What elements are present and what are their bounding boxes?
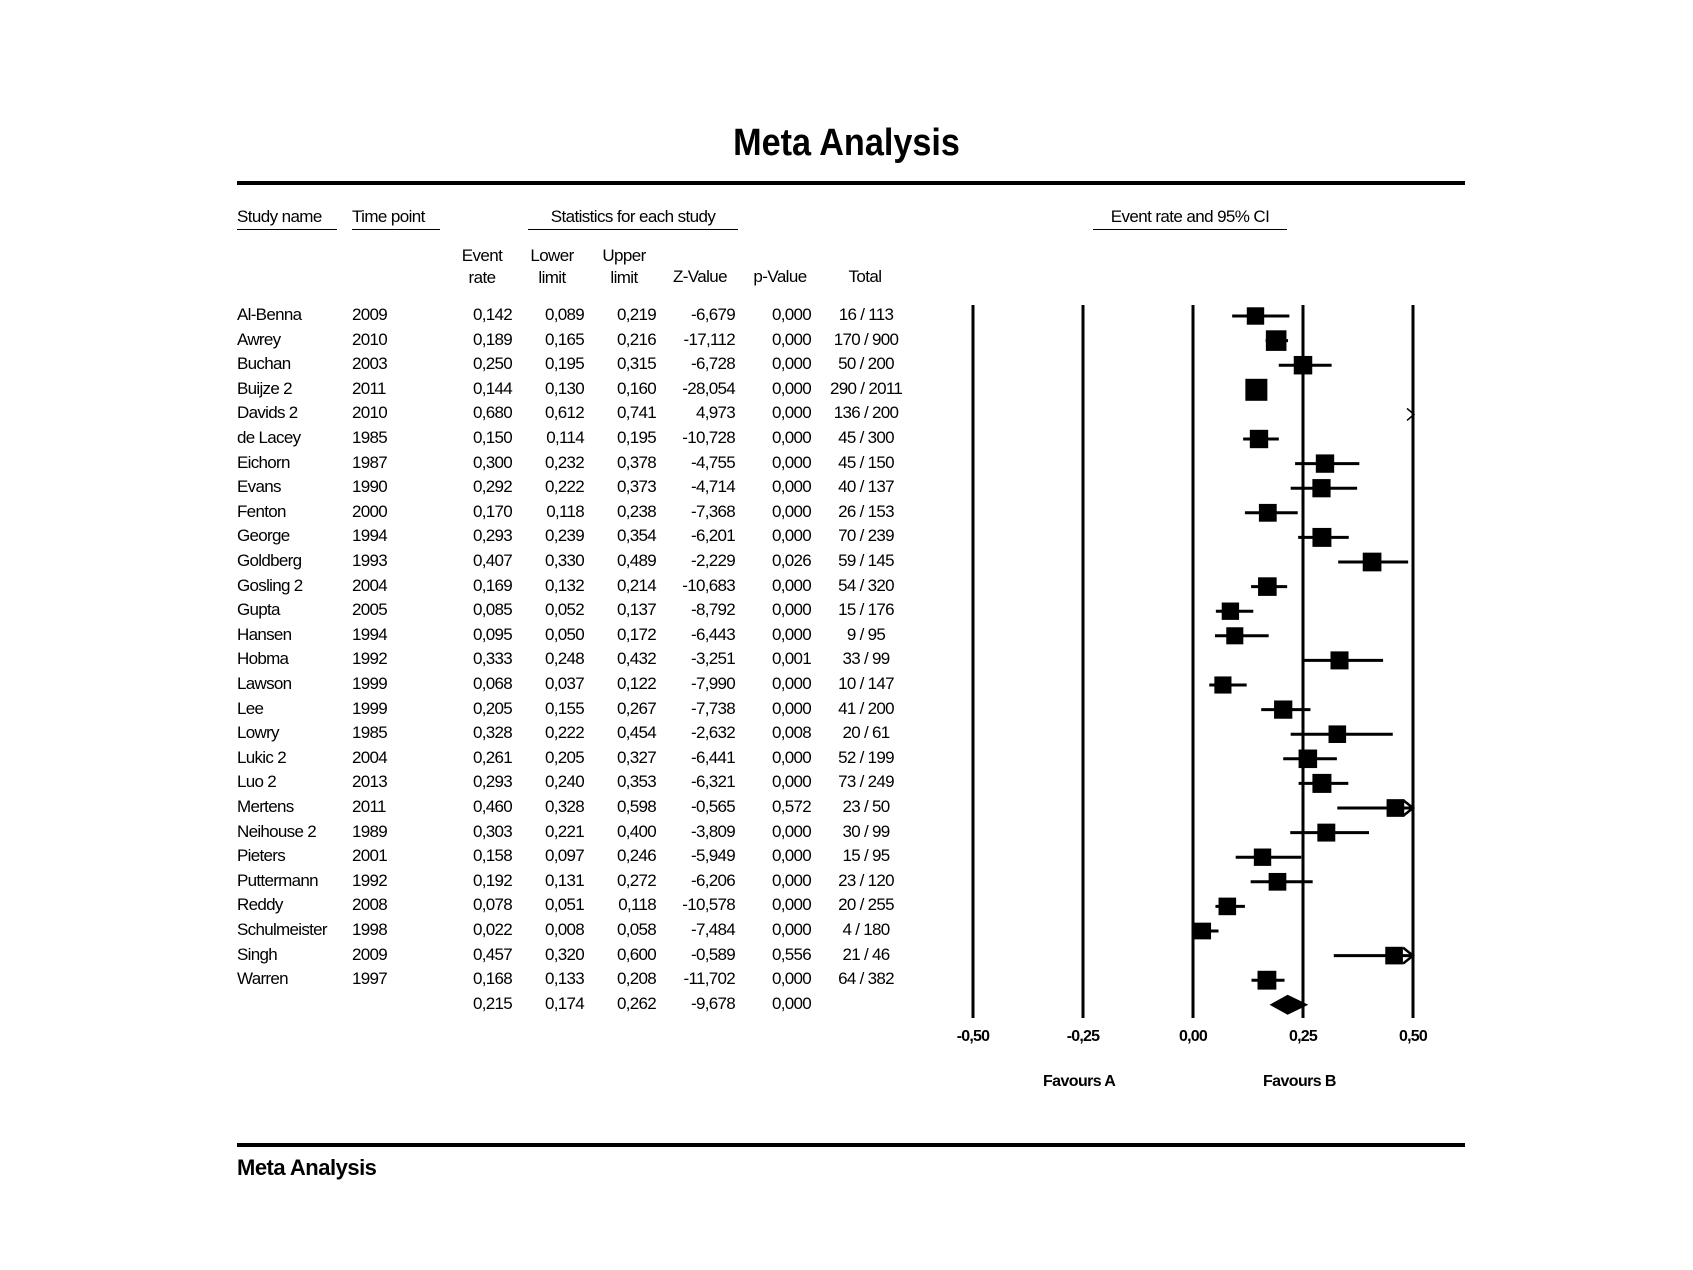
total-cell: 136 / 200 <box>833 403 899 423</box>
event-rate-cell: 0,680 <box>472 403 512 423</box>
p-value-cell: 0,008 <box>771 723 811 743</box>
upper-limit-cell: 0,216 <box>616 329 656 349</box>
time-point-cell: 1985 <box>352 723 388 743</box>
event-rate-cell: 0,144 <box>472 378 512 398</box>
study-name-cell: Pieters <box>237 846 286 866</box>
z-value-cell: -0,589 <box>690 944 735 964</box>
upper-limit-cell: 0,400 <box>616 821 656 841</box>
lower-limit-cell: 0,132 <box>544 575 584 595</box>
point-marker <box>1387 799 1405 817</box>
event-rate-cell: 0,407 <box>472 551 512 570</box>
event-rate-header: Event rate <box>461 246 503 287</box>
z-value-cell: -3,251 <box>690 649 735 669</box>
upper-limit-cell: 0,267 <box>616 698 656 718</box>
total-cell: 45 / 300 <box>838 428 894 447</box>
lower-limit-cell: 0,118 <box>546 501 584 521</box>
time-point-cell: 1998 <box>352 920 388 939</box>
total-cell: 4 / 180 <box>842 920 890 939</box>
total-cell: 23 / 120 <box>838 870 894 890</box>
lower-limit-cell: 0,205 <box>544 747 584 767</box>
point-marker <box>1214 676 1231 693</box>
bottom-rule <box>237 1143 1465 1147</box>
point-marker <box>1222 603 1239 620</box>
upper-limit-cell: 0,122 <box>616 674 656 693</box>
p-value-cell: 0,000 <box>771 698 811 718</box>
z-value-cell: -11,702 <box>683 969 735 989</box>
study-name-cell: Gupta <box>237 600 280 620</box>
lower-limit-cell: 0,165 <box>544 329 584 349</box>
study-name-cell: Lowry <box>237 723 279 743</box>
total-cell: 33 / 99 <box>842 649 890 669</box>
point-marker <box>1312 479 1330 497</box>
total-cell: 52 / 199 <box>838 747 894 767</box>
z-value-cell: -17,112 <box>683 329 735 349</box>
lower-limit-cell: 0,037 <box>544 674 584 693</box>
lower-limit-cell: 0,130 <box>544 378 584 398</box>
point-marker <box>1258 971 1277 990</box>
upper-limit-cell: 0,489 <box>616 551 656 570</box>
point-marker <box>1259 504 1277 522</box>
event-rate-cell: 0,261 <box>472 747 512 767</box>
event-rate-cell: 0,300 <box>472 452 512 472</box>
event-rate-cell: 0,333 <box>472 649 512 669</box>
point-marker <box>1258 577 1277 596</box>
z-value-cell: -7,990 <box>690 674 735 693</box>
footer-title: Meta Analysis <box>237 1155 377 1180</box>
study-name-cell: Lawson <box>237 674 292 693</box>
study-name-cell: Buchan <box>237 354 291 374</box>
point-marker <box>1363 553 1382 572</box>
upper-limit-cell: 0,378 <box>616 452 656 472</box>
time-point-cell: 1997 <box>352 969 388 989</box>
point-marker <box>1317 824 1335 842</box>
event-rate-cell: 0,158 <box>472 846 512 866</box>
z-value-cell: -10,683 <box>682 575 735 595</box>
lower-limit-cell: 0,051 <box>544 895 584 915</box>
lower-limit-cell: 0,155 <box>544 698 584 718</box>
time-point-cell: 1989 <box>352 821 388 841</box>
total-cell: 30 / 99 <box>842 821 890 841</box>
event-rate-cell: 0,293 <box>472 772 512 792</box>
study-name-cell: Schulmeister <box>237 920 327 939</box>
event-rate-cell: 0,292 <box>472 477 512 497</box>
total-cell: 50 / 200 <box>838 354 894 374</box>
p-value-cell: 0,000 <box>771 747 811 767</box>
lower-limit-cell: 0,239 <box>544 526 584 546</box>
lower-limit-cell: 0,222 <box>544 477 584 497</box>
z-value-cell: -8,792 <box>690 600 735 620</box>
event-rate-cell: 0,303 <box>472 821 512 841</box>
study-name-cell: Awrey <box>237 329 281 349</box>
total-cell: 15 / 95 <box>842 846 890 866</box>
p-value-cell: 0,000 <box>771 403 811 423</box>
upper-limit-cell: 0,315 <box>616 354 656 374</box>
study-name-cell: George <box>237 526 290 546</box>
time-point-cell: 1999 <box>352 674 388 693</box>
time-point-cell: 2001 <box>352 846 388 866</box>
p-value-cell: 0,000 <box>771 305 811 324</box>
lower-limit-cell: 0,131 <box>544 870 584 890</box>
lower-limit-cell: 0,052 <box>544 600 584 620</box>
point-marker <box>1312 774 1331 793</box>
p-value-cell: 0,000 <box>771 477 811 497</box>
study-name-cell: Gosling 2 <box>237 575 303 595</box>
axis-tick-label: 0,25 <box>1289 1028 1317 1045</box>
total-cell: 10 / 147 <box>838 674 894 693</box>
event-rate-cell: 0,168 <box>472 969 512 989</box>
study-name-cell: Luo 2 <box>237 772 277 792</box>
time-point-cell: 2004 <box>352 575 388 595</box>
lower-limit-header: Lower limit <box>530 246 574 287</box>
study-name-cell: Hobma <box>237 649 289 669</box>
lower-limit-cell: 0,221 <box>544 821 584 841</box>
total-cell: 9 / 95 <box>846 624 886 644</box>
p-value-cell: 0,000 <box>771 575 811 595</box>
z-value-cell: -28,054 <box>682 378 735 398</box>
stats-group-header: Statistics for each study <box>528 207 738 230</box>
p-value-cell: 0,026 <box>771 551 811 570</box>
point-marker <box>1294 356 1312 374</box>
time-point-header: Time point <box>352 207 440 230</box>
event-rate-cell: 0,192 <box>472 870 512 890</box>
event-rate-cell: 0,169 <box>472 575 512 595</box>
axis-tick-label: 0,00 <box>1179 1028 1207 1045</box>
event-rate-cell: 0,460 <box>472 797 512 816</box>
time-point-cell: 2009 <box>352 944 388 964</box>
event-rate-cell: 0,150 <box>472 428 512 447</box>
p-value-cell: 0,000 <box>771 969 811 989</box>
total-cell: 45 / 150 <box>838 452 894 472</box>
z-value-cell: -7,484 <box>690 920 735 939</box>
upper-limit-cell: 0,741 <box>616 403 656 423</box>
upper-limit-cell: 0,238 <box>616 501 656 521</box>
point-marker <box>1274 700 1292 718</box>
p-value-cell: 0,000 <box>771 772 811 792</box>
point-marker <box>1219 898 1237 916</box>
total-cell: 26 / 153 <box>838 501 894 521</box>
study-name-cell: Davids 2 <box>237 403 298 423</box>
study-name-cell: Lee <box>237 698 264 718</box>
z-value-cell: -6,728 <box>690 354 735 374</box>
time-point-cell: 2013 <box>352 772 388 792</box>
study-name-header: Study name <box>237 207 337 230</box>
summary-event-rate-cell: 0,215 <box>472 993 512 1013</box>
upper-limit-cell: 0,598 <box>616 797 656 816</box>
point-marker <box>1316 454 1334 472</box>
p-value-cell: 0,000 <box>771 624 811 644</box>
event-rate-cell: 0,068 <box>472 674 512 693</box>
z-value-cell: -10,728 <box>682 428 735 447</box>
p-value-cell: 0,000 <box>771 920 811 939</box>
time-point-cell: 1994 <box>352 526 388 546</box>
axis-tick-label: -0,50 <box>956 1028 990 1045</box>
time-point-cell: 2011 <box>352 378 386 398</box>
study-name-cell: Evans <box>237 477 281 497</box>
z-value-cell: -6,679 <box>690 305 735 324</box>
point-marker <box>1299 750 1318 769</box>
study-name-cell: Singh <box>237 944 277 964</box>
upper-limit-cell: 0,137 <box>616 600 656 620</box>
upper-limit-cell: 0,354 <box>616 526 656 546</box>
study-name-cell: Mertens <box>237 797 294 816</box>
p-value-cell: 0,572 <box>771 797 811 816</box>
lower-limit-cell: 0,097 <box>544 846 584 866</box>
total-cell: 170 / 900 <box>833 329 899 349</box>
upper-limit-cell: 0,219 <box>616 305 656 324</box>
time-point-cell: 2005 <box>352 600 388 620</box>
upper-limit-cell: 0,195 <box>616 428 656 447</box>
time-point-cell: 1994 <box>352 624 388 644</box>
time-point-cell: 2010 <box>352 329 388 349</box>
study-name-cell: Goldberg <box>237 551 302 570</box>
event-rate-cell: 0,095 <box>472 624 512 644</box>
axis-tick-label: 0,50 <box>1399 1028 1427 1045</box>
lower-limit-cell: 0,232 <box>544 452 584 472</box>
upper-limit-cell: 0,214 <box>616 575 656 595</box>
z-value-cell: -10,578 <box>682 895 735 915</box>
study-name-cell: Buijze 2 <box>237 378 292 398</box>
study-name-cell: Warren <box>237 969 288 989</box>
favours-b-label: Favours B <box>1263 1073 1336 1090</box>
time-point-cell: 1990 <box>352 477 388 497</box>
total-cell: 41 / 200 <box>838 698 894 718</box>
upper-limit-cell: 0,327 <box>616 747 656 767</box>
time-point-cell: 2000 <box>352 501 388 521</box>
total-cell: 70 / 239 <box>838 526 894 546</box>
lower-limit-cell: 0,133 <box>544 969 584 989</box>
p-value-cell: 0,000 <box>771 846 811 866</box>
z-value-cell: -3,809 <box>690 821 735 841</box>
z-value-cell: -7,368 <box>690 501 735 521</box>
event-rate-cell: 0,293 <box>472 526 512 546</box>
time-point-cell: 1985 <box>352 428 388 447</box>
p-value-cell: 0,001 <box>771 649 811 669</box>
upper-limit-cell: 0,272 <box>616 870 656 890</box>
study-name-cell: de Lacey <box>237 428 301 447</box>
total-cell: 290 / 2011 <box>830 378 903 398</box>
upper-limit-cell: 0,353 <box>616 772 656 792</box>
point-marker <box>1312 528 1331 547</box>
upper-limit-cell: 0,118 <box>618 895 656 915</box>
point-marker <box>1245 379 1267 401</box>
study-name-cell: Lukic 2 <box>237 747 286 767</box>
lower-limit-cell: 0,328 <box>544 797 584 816</box>
p-value-cell: 0,000 <box>771 428 811 447</box>
time-point-cell: 2008 <box>352 895 388 915</box>
z-value-cell: -6,321 <box>690 772 735 792</box>
total-cell: 64 / 382 <box>838 969 894 989</box>
study-name-cell: Neihouse 2 <box>237 821 317 841</box>
total-cell: 40 / 137 <box>838 477 894 497</box>
time-point-cell: 2011 <box>352 797 386 816</box>
upper-limit-cell: 0,160 <box>616 378 656 398</box>
study-name-cell: Puttermann <box>237 870 318 890</box>
lower-limit-cell: 0,248 <box>544 649 584 669</box>
event-rate-cell: 0,085 <box>472 600 512 620</box>
total-cell: 15 / 176 <box>838 600 894 620</box>
lower-limit-cell: 0,240 <box>544 772 584 792</box>
time-point-cell: 1993 <box>352 551 388 570</box>
event-rate-cell: 0,078 <box>472 895 512 915</box>
total-cell: 54 / 320 <box>838 575 894 595</box>
study-name-cell: Hansen <box>237 624 292 644</box>
p-value-cell: 0,000 <box>771 501 811 521</box>
p-value-cell: 0,000 <box>771 600 811 620</box>
favours-a-label: Favours A <box>1043 1073 1116 1090</box>
time-point-cell: 1992 <box>352 649 388 669</box>
p-value-cell: 0,556 <box>771 944 811 964</box>
total-cell: 20 / 255 <box>838 895 894 915</box>
time-point-cell: 1992 <box>352 870 388 890</box>
point-marker <box>1194 923 1211 940</box>
upper-limit-cell: 0,246 <box>616 846 656 866</box>
upper-limit-cell: 0,172 <box>616 624 656 644</box>
total-cell: 73 / 249 <box>838 772 894 792</box>
total-cell: 21 / 46 <box>842 944 890 964</box>
event-rate-cell: 0,189 <box>472 329 512 349</box>
upper-limit-cell: 0,208 <box>616 969 656 989</box>
z-value-cell: -6,443 <box>690 624 735 644</box>
lower-limit-cell: 0,114 <box>546 428 584 447</box>
upper-limit-cell: 0,058 <box>616 920 656 939</box>
study-name-cell: Eichorn <box>237 452 290 472</box>
point-marker <box>1385 947 1403 965</box>
point-marker <box>1254 849 1271 866</box>
total-cell: 59 / 145 <box>838 551 894 570</box>
time-point-cell: 2010 <box>352 403 388 423</box>
p-value-cell: 0,000 <box>771 821 811 841</box>
study-name-cell: Fenton <box>237 501 286 521</box>
p-value-cell: 0,000 <box>771 452 811 472</box>
time-point-cell: 1987 <box>352 452 388 472</box>
upper-limit-cell: 0,454 <box>616 723 656 743</box>
lower-limit-cell: 0,195 <box>544 354 584 374</box>
summary-p-value-cell: 0,000 <box>771 993 811 1013</box>
z-value-cell: -4,755 <box>690 452 735 472</box>
point-marker <box>1250 430 1268 448</box>
summary-upper-limit-cell: 0,262 <box>616 993 656 1013</box>
upper-limit-header: Upper limit <box>602 246 646 287</box>
event-rate-cell: 0,022 <box>472 920 512 939</box>
event-rate-cell: 0,142 <box>472 305 512 324</box>
p-value-cell: 0,000 <box>771 526 811 546</box>
z-value-cell: -2,229 <box>690 551 735 570</box>
z-value-cell: -4,714 <box>690 477 735 497</box>
lower-limit-cell: 0,320 <box>544 944 584 964</box>
event-rate-cell: 0,328 <box>472 723 512 743</box>
p-value-header: p-Value <box>753 267 807 286</box>
total-header: Total <box>848 267 882 286</box>
point-marker <box>1226 627 1243 644</box>
study-name-cell: Reddy <box>237 895 283 915</box>
upper-limit-cell: 0,373 <box>616 477 656 497</box>
study-name-cell: Al-Benna <box>237 305 302 324</box>
p-value-cell: 0,000 <box>771 674 811 693</box>
upper-limit-cell: 0,432 <box>616 649 656 669</box>
p-value-cell: 0,000 <box>771 895 811 915</box>
event-rate-cell: 0,250 <box>472 354 512 374</box>
point-marker <box>1331 651 1349 669</box>
p-value-cell: 0,000 <box>771 354 811 374</box>
total-cell: 16 / 113 <box>838 305 894 324</box>
summary-lower-limit-cell: 0,174 <box>544 993 584 1013</box>
z-value-cell: -6,206 <box>690 870 735 890</box>
p-value-cell: 0,000 <box>771 378 811 398</box>
z-value-cell: -2,632 <box>690 723 735 743</box>
z-value-cell: -0,565 <box>690 797 735 816</box>
z-value-cell: -6,441 <box>690 747 735 767</box>
lower-limit-cell: 0,330 <box>544 551 584 570</box>
p-value-cell: 0,000 <box>771 329 811 349</box>
z-value-cell: 4,973 <box>695 403 735 423</box>
event-rate-cell: 0,205 <box>472 698 512 718</box>
time-point-cell: 2003 <box>352 354 388 374</box>
point-marker <box>1329 725 1347 743</box>
lower-limit-cell: 0,612 <box>544 403 584 423</box>
lower-limit-cell: 0,222 <box>544 723 584 743</box>
axis-tick-label: -0,25 <box>1066 1028 1100 1045</box>
lower-limit-cell: 0,008 <box>544 920 584 939</box>
point-marker <box>1247 307 1264 324</box>
z-value-cell: -5,949 <box>690 846 735 866</box>
plot-group-header: Event rate and 95% CI <box>1093 207 1287 230</box>
p-value-cell: 0,000 <box>771 870 811 890</box>
time-point-cell: 2004 <box>352 747 388 767</box>
z-value-cell: -7,738 <box>690 698 735 718</box>
event-rate-cell: 0,457 <box>472 944 512 964</box>
total-cell: 23 / 50 <box>842 797 890 816</box>
time-point-cell: 2009 <box>352 305 388 324</box>
event-rate-cell: 0,170 <box>472 501 512 521</box>
upper-limit-cell: 0,600 <box>616 944 656 964</box>
lower-limit-cell: 0,050 <box>544 624 584 644</box>
page-title: Meta Analysis <box>733 122 960 164</box>
point-marker <box>1269 873 1287 891</box>
total-cell: 20 / 61 <box>842 723 890 743</box>
point-marker <box>1266 330 1287 351</box>
z-value-header: Z-Value <box>672 267 728 286</box>
summary-z-value-cell: -9,678 <box>690 993 735 1013</box>
time-point-cell: 1999 <box>352 698 388 718</box>
z-value-cell: -6,201 <box>690 526 735 546</box>
lower-limit-cell: 0,089 <box>544 305 584 324</box>
